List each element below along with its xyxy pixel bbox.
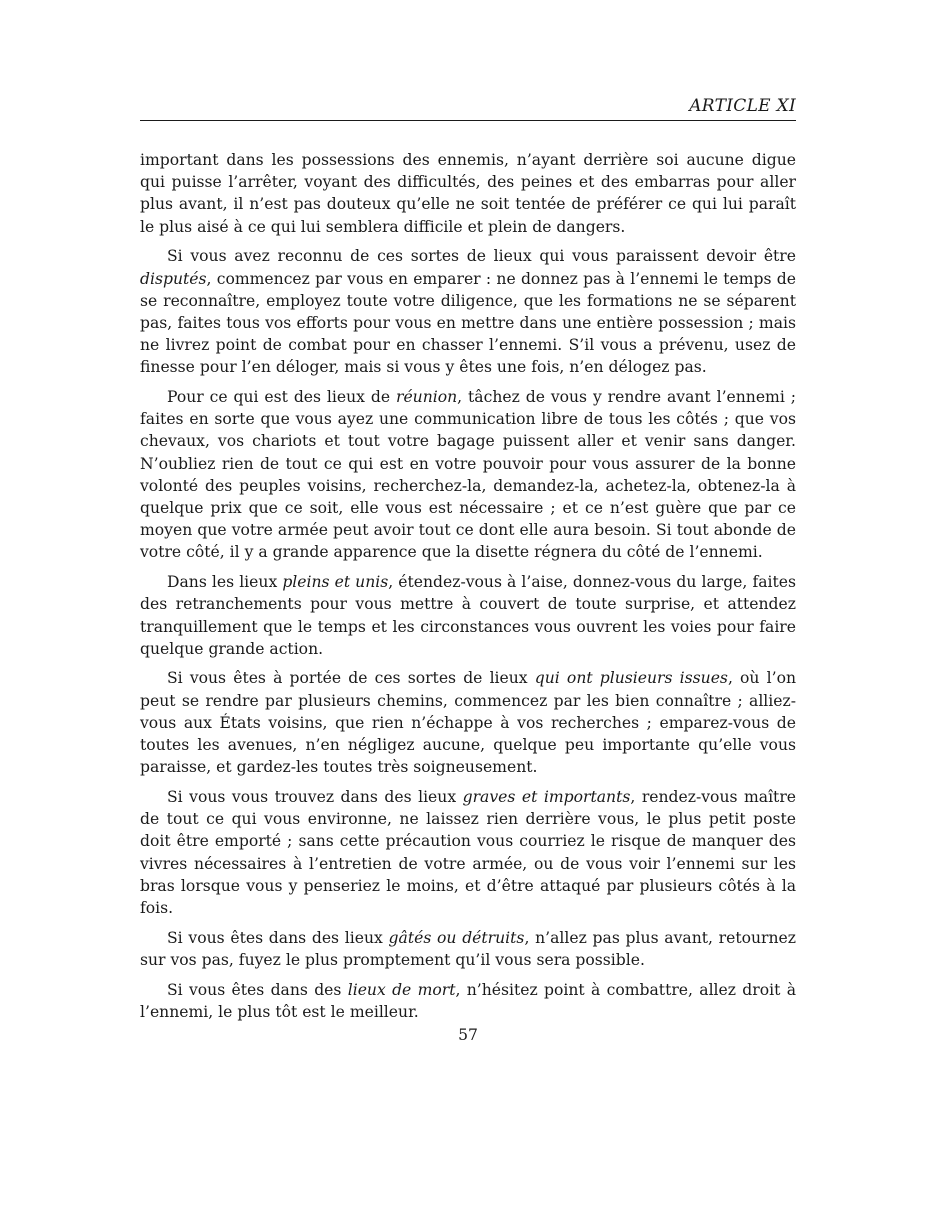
paragraph: [140, 386, 796, 564]
italic-term: graves et importants: [462, 787, 631, 806]
paragraph-text: Si vous avez reconnu de ces sortes de lieux qui vous paraissent devoir être: [167, 247, 796, 266]
paragraph-text: Pour ce qui est des lieux de: [167, 388, 396, 407]
italic-term: disputés: [140, 269, 207, 288]
paragraph-text: Dans les lieux: [167, 573, 283, 592]
paragraph-text: Si vous êtes dans des lieux: [167, 928, 389, 947]
paragraph-text: , n’hésitez point à combattre, allez droit à l’ennemi, le plus tôt est le meilleur.: [140, 980, 796, 1021]
italic-term: réunion: [395, 388, 458, 407]
paragraph-text: , où l’on peut se rendre par plusieurs chemins, commencez par les bien connaître ; alliez-vous aux États voisins, que rien n’échappe à vos recherches ; emparez-vous de toutes les avenues, n’en négligez aucune, quelque peu importante qu’elle vous paraisse, et gardez-les toutes très soigneusement.: [140, 669, 797, 777]
italic-term: qui ont plusieurs issues: [534, 669, 728, 688]
paragraph-text: Si vous vous trouvez dans des lieux: [167, 787, 463, 806]
paragraph-text: , commencez par vous en emparer : ne donnez pas à l’ennemi le temps de se reconnaître, employez toute votre diligence, que les formations ne se séparent pas, faites tous vos efforts pour vous en mettre dans une entière possession ; mais ne livrez point de combat pour en chasser l’ennemi. S’il vous a prévenu, usez de finesse pour l’en déloger, mais si vous y êtes une fois, n’en délogez pas.: [140, 269, 796, 377]
paragraph-text: Si vous êtes à portée de ces sortes de lieux: [167, 669, 535, 688]
paragraph: [140, 149, 796, 238]
paragraph-text: important dans les possessions des ennemis, n’ayant derrière soi aucune digue qui puisse l’arrêter, voyant des difficultés, des peines et des embarras pour aller plus avant, il n’est pas douteux qu’elle ne soit tentée de préférer ce qui lui paraît le plus aisé à ce qui lui semblera difficile et plein de dangers.: [140, 151, 796, 236]
paragraph-text: , tâchez de vous y rendre avant l’ennemi ; faites en sorte que vous ayez une communication libre de tous les côtés ; que vos chevaux, vos chariots et tout votre bagage puissent aller et venir sans danger. N’oubliez rien de tout ce qui est en votre pouvoir pour vous assurer de la bonne volonté des peuples voisins, recherchez-la, demandez-la, achetez-la, obtenez-la à quelque prix que ce soit, elle vous est nécessaire ; et ce n’est guère que par ce moyen que votre armée peut avoir tout ce dont elle aura besoin. Si tout abonde de votre côté, il y a grande apparence que la disette régnera du côté de l’ennemi.: [140, 388, 796, 562]
paragraph-text: Si vous êtes dans des: [167, 980, 348, 999]
paragraph: [140, 927, 796, 971]
paragraph: [140, 979, 796, 1023]
body-text: [140, 149, 796, 1031]
header-rule: [140, 120, 796, 121]
page-number: 57: [458, 1026, 478, 1044]
paragraph: [140, 786, 796, 919]
paragraph: [140, 571, 796, 660]
paragraph-text: , n’allez pas plus avant, retournez sur vos pas, fuyez le plus promptement qu’il vous sera possible.: [140, 928, 796, 969]
running-header-title: ARTICLE XI: [689, 96, 796, 116]
italic-term: pleins et unis: [282, 573, 389, 592]
italic-term: lieux de mort: [347, 980, 456, 999]
paragraph-text: , étendez-vous à l’aise, donnez-vous du large, faites des retranchements pour vous mettre à couvert de toute surprise, et attendez tranquillement que le temps et les circonstances vous ouvrent les voies pour faire quelque grande action.: [140, 573, 796, 658]
paragraph-text: , rendez-vous maître de tout ce qui vous environne, ne laissez rien derrière vous, le plus petit poste doit être emporté ; sans cette précaution vous courriez le risque de manquer des vivres nécessaires à l’entretien de votre armée, ou de vous voir l’ennemi sur les bras lorsque vous y penseriez le moins, et d’être attaqué par plusieurs côtés à la fois.: [140, 787, 797, 917]
italic-term: gâtés ou détruits: [388, 928, 525, 947]
paragraph: [140, 667, 796, 778]
paragraph: [140, 245, 796, 378]
